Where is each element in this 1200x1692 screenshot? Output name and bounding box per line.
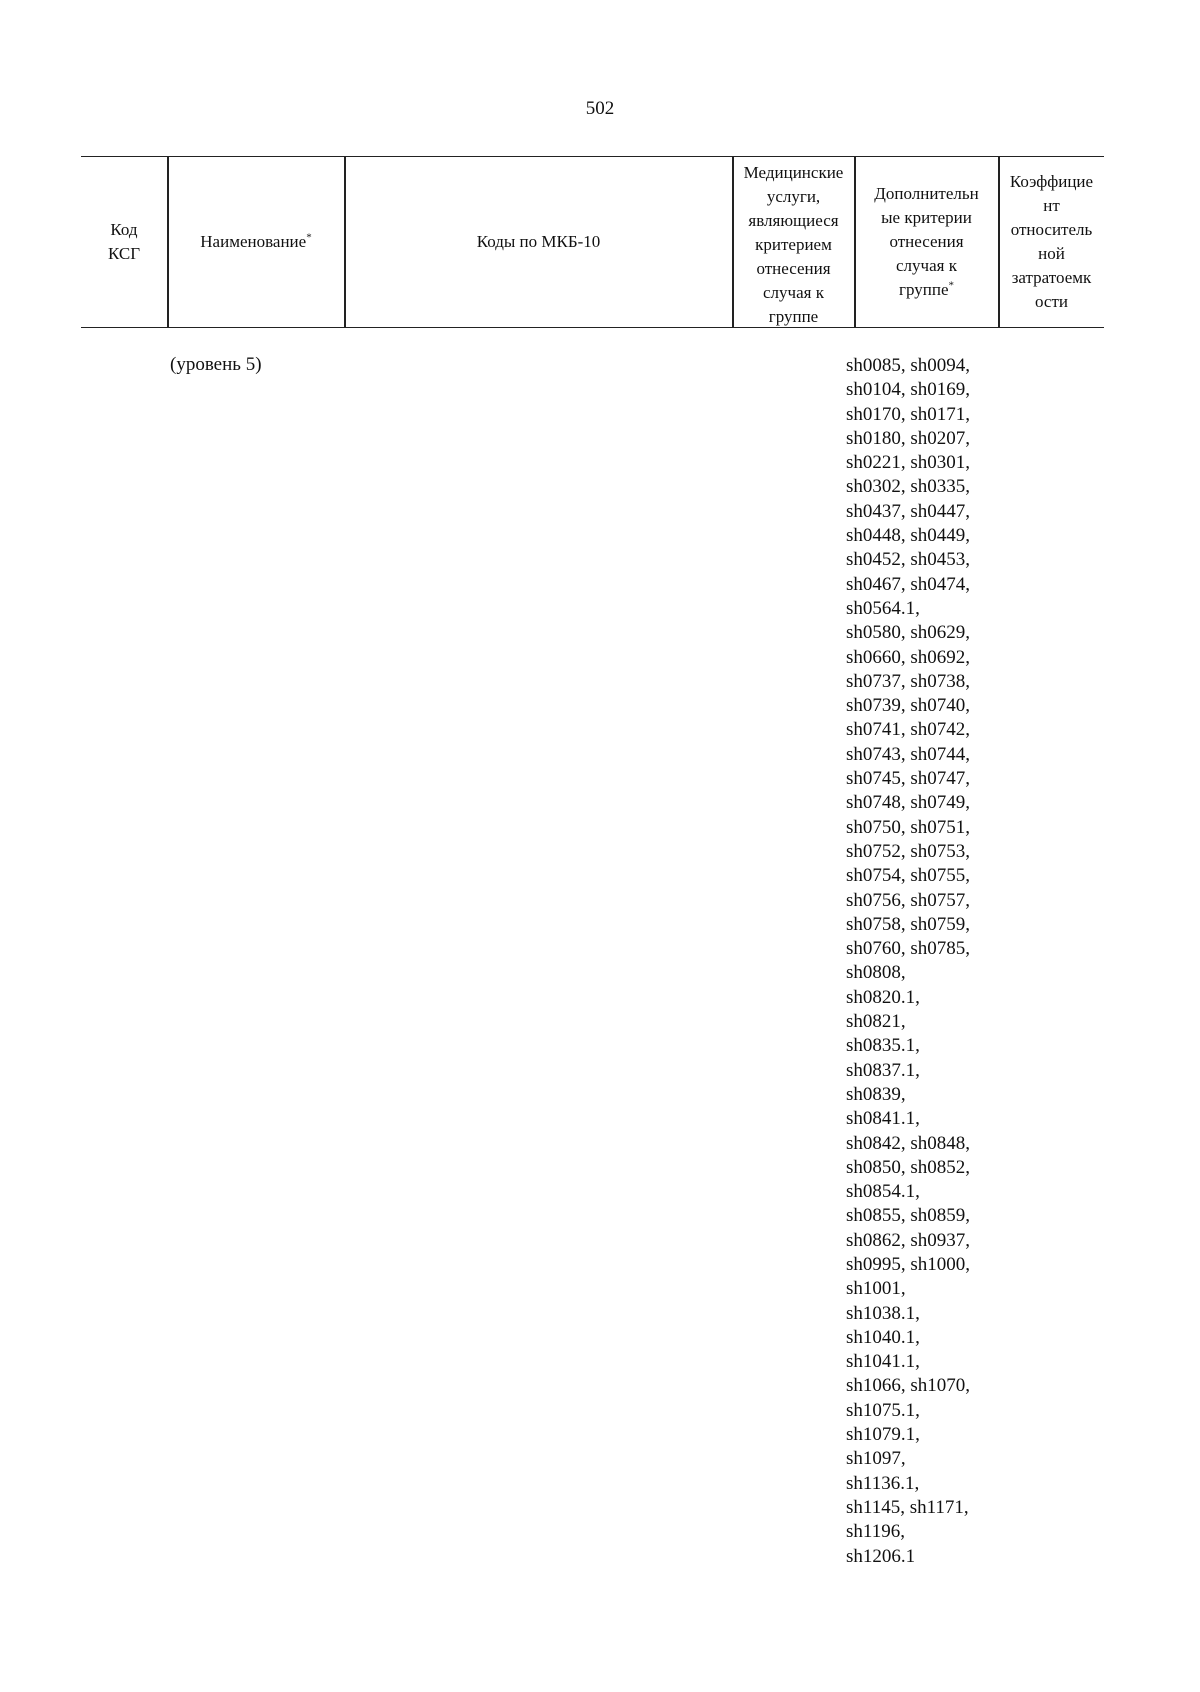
code-line: sh1079.1, <box>846 1424 920 1446</box>
code-line: sh1041.1, <box>846 1351 920 1373</box>
code-line: sh0745, sh0747, <box>846 768 971 790</box>
code-line: sh0841.1, <box>846 1108 920 1130</box>
code-line: sh0820.1, <box>846 986 920 1008</box>
code-line: sh0737, sh0738, <box>846 670 971 692</box>
code-line: sh0842, sh0848, <box>846 1132 971 1154</box>
code-line: sh0752, sh0753, <box>846 840 971 862</box>
header-cell-services <box>733 157 854 327</box>
footnote-mark: * <box>306 231 312 244</box>
code-line: sh1040.1, <box>846 1326 920 1348</box>
header-services-label: Медицинские услуги, являющиеся критерием отнесения случая к группе <box>743 163 844 326</box>
code-line: sh0085, sh0094, <box>846 355 971 376</box>
code-line: sh0750, sh0751, <box>846 816 971 838</box>
code-line: sh0854.1, <box>846 1181 920 1203</box>
additional-criteria-codes <box>846 354 970 1569</box>
code-line: sh0837.1, <box>846 1059 920 1081</box>
code-line: sh0104, sh0169, <box>846 379 971 401</box>
code-line: sh0850, sh0852, <box>846 1156 971 1178</box>
code-line: sh0741, sh0742, <box>846 719 971 741</box>
row-level-label: (уровень 5) <box>170 354 262 375</box>
code-line: sh0302, sh0335, <box>846 476 971 498</box>
code-line: sh0221, sh0301, <box>846 452 971 474</box>
code-line: sh0754, sh0755, <box>846 865 971 887</box>
code-line: sh1075.1, <box>846 1399 920 1421</box>
code-line: sh0855, sh0859, <box>846 1205 971 1227</box>
code-line: sh1066, sh1070, <box>846 1375 971 1397</box>
code-line: sh0808, <box>846 962 906 984</box>
code-line: sh0758, sh0759, <box>846 913 971 935</box>
code-line: sh0437, sh0447, <box>846 500 971 522</box>
header-cell-coefficient <box>999 157 1104 327</box>
code-line: sh1001, <box>846 1278 906 1300</box>
header-coefficient-label: Коэффицие нт относитель ной затратоемк ости <box>1009 172 1094 311</box>
code-line: sh0835.1, <box>846 1035 920 1057</box>
code-line: sh0180, sh0207, <box>846 427 971 449</box>
code-line: sh1196, <box>846 1521 905 1543</box>
code-line: sh0739, sh0740, <box>846 695 971 717</box>
code-line: sh0748, sh0749, <box>846 792 971 814</box>
code-line: sh0580, sh0629, <box>846 622 971 644</box>
header-code-label: Код КСГ <box>107 220 141 263</box>
header-icd-label: Коды по МКБ-10 <box>476 232 601 251</box>
code-line: sh1206.1 <box>846 1545 916 1567</box>
code-line: sh1097, <box>846 1448 906 1470</box>
code-line: sh0862, sh0937, <box>846 1229 971 1251</box>
code-line: sh0660, sh0692, <box>846 646 971 668</box>
footnote-mark: * <box>948 279 954 292</box>
code-line: sh1136.1, <box>846 1472 920 1494</box>
header-cell-icd <box>345 157 732 327</box>
table-header <box>81 156 1104 328</box>
header-cell-additional <box>855 157 998 327</box>
page-number: 502 <box>585 98 615 119</box>
code-line: sh1038.1, <box>846 1302 920 1324</box>
code-line: sh0760, sh0785, <box>846 938 971 960</box>
code-line: sh0564.1, <box>846 597 920 619</box>
code-line: sh0821, <box>846 1011 906 1033</box>
code-line: sh0743, sh0744, <box>846 743 971 765</box>
code-line: sh0467, sh0474, <box>846 573 971 595</box>
code-line: sh0170, sh0171, <box>846 403 971 425</box>
code-line: sh0452, sh0453, <box>846 549 971 571</box>
header-additional-label: Дополнительн ые критерии отнесения случая к группе* <box>874 184 979 299</box>
code-line: sh1145, sh1171, <box>846 1496 969 1518</box>
code-line: sh0448, sh0449, <box>846 525 971 547</box>
code-line: sh0839, <box>846 1083 906 1105</box>
code-line: sh0995, sh1000, <box>846 1253 971 1275</box>
code-line: sh0756, sh0757, <box>846 889 971 911</box>
header-name-label: Наименование* <box>200 231 312 251</box>
header-cell-name <box>168 157 344 327</box>
header-cell-code <box>81 157 167 327</box>
